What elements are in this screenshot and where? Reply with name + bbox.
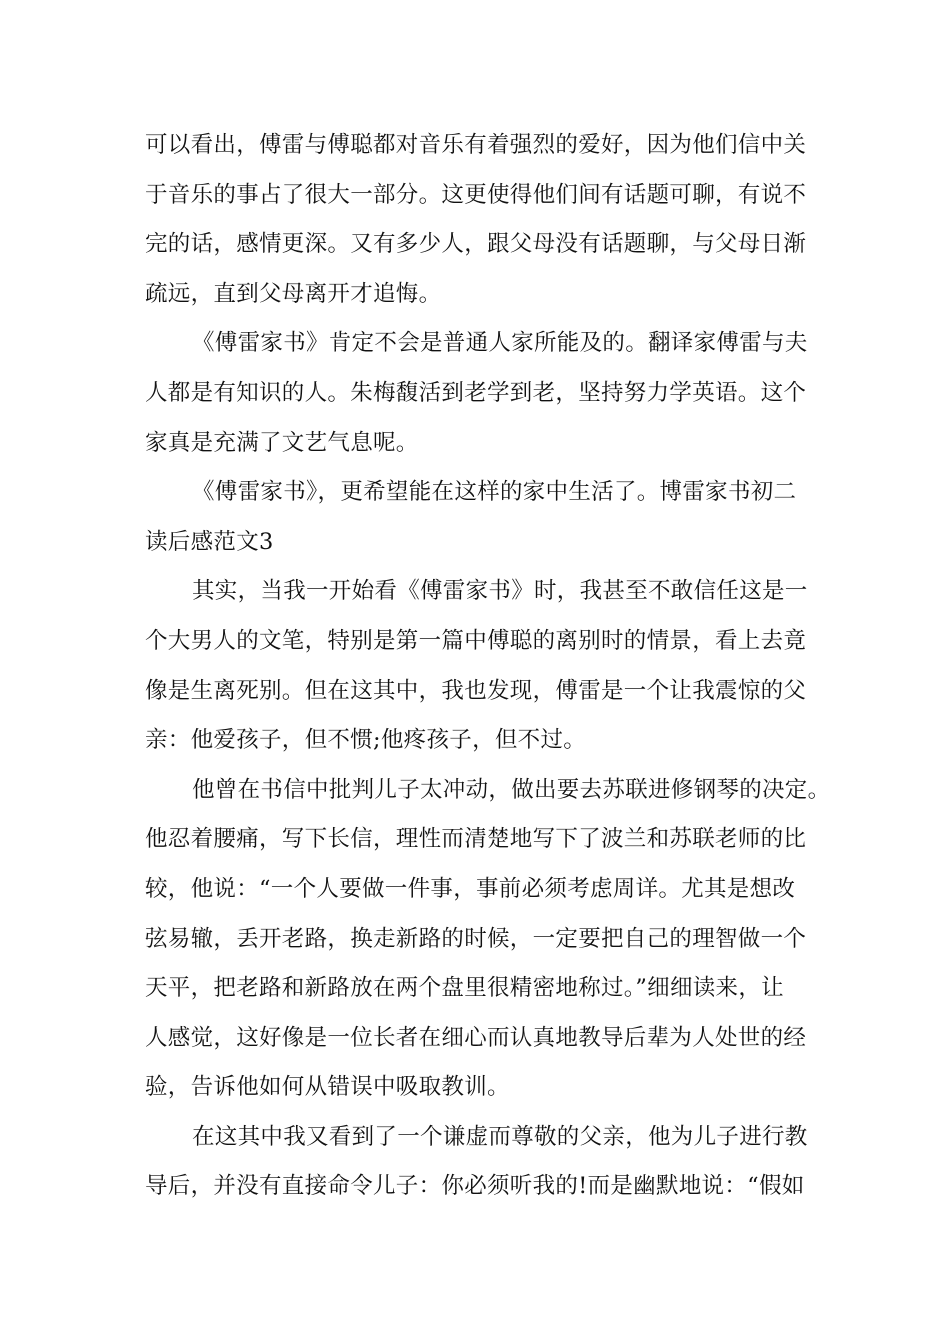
text-line: 他忍着腰痛，写下长信，理性而清楚地写下了波兰和苏联老师的比	[145, 826, 807, 853]
text-line: 人都是有知识的人。朱梅馥活到老学到老，坚持努力学英语。这个	[145, 379, 807, 406]
text-line: 其实，当我一开始看《傅雷家书》时，我甚至不敢信任这是一	[192, 578, 808, 605]
text-line: 家真是充满了文艺气息呢。	[145, 429, 419, 456]
text-line: 个大男人的文笔，特别是第一篇中傅聪的离别时的情景，看上去竟	[145, 627, 807, 654]
text-line: 他曾在书信中批判儿子太冲动，做出要去苏联进修钢琴的决定。	[192, 776, 831, 803]
text-line: 在这其中我又看到了一个谦虚而尊敬的父亲，他为儿子进行教	[192, 1123, 808, 1150]
text-line: 《傅雷家书》肯定不会是普通人家所能及的。翻译家傅雷与夫	[192, 330, 808, 357]
text-line: 导后，并没有直接命令儿子：你必须听我的!而是幽默地说：“假如	[145, 1173, 805, 1200]
text-line: 亲：他爱孩子，但不惯;他疼孩子，但不过。	[145, 727, 587, 754]
document-body	[145, 121, 831, 1212]
text-line: 《傅雷家书》，更希望能在这样的家中生活了。博雷家书初二	[192, 479, 797, 506]
text-line: 像是生离死别。但在这其中，我也发现，傅雷是一个让我震惊的父	[145, 677, 807, 704]
text-line: 弦易辙，丢开老路，换走新路的时候，一定要把自己的理智做一个	[145, 925, 807, 952]
text-line: 天平，把老路和新路放在两个盘里很精密地称过。”细细读来，让	[145, 975, 784, 1002]
text-line: 疏远，直到父母离开才追悔。	[145, 280, 442, 307]
text-line: 于音乐的事占了很大一部分。这更使得他们间有话题可聊，有说不	[145, 181, 807, 208]
text-line: 完的话，感情更深。又有多少人，跟父母没有话题聊，与父母日渐	[145, 231, 807, 258]
text-line: 读后感范文3	[145, 528, 274, 555]
text-line: 人感觉，这好像是一位长者在细心而认真地教导后辈为人处世的经	[145, 1024, 807, 1051]
text-line: 可以看出，傅雷与傅聪都对音乐有着强烈的爱好，因为他们信中关	[145, 132, 807, 158]
text-line: 较，他说：“一个人要做一件事，事前必须考虑周详。尤其是想改	[145, 875, 796, 902]
text-line: 验，告诉他如何从错误中吸取教训。	[145, 1074, 510, 1101]
